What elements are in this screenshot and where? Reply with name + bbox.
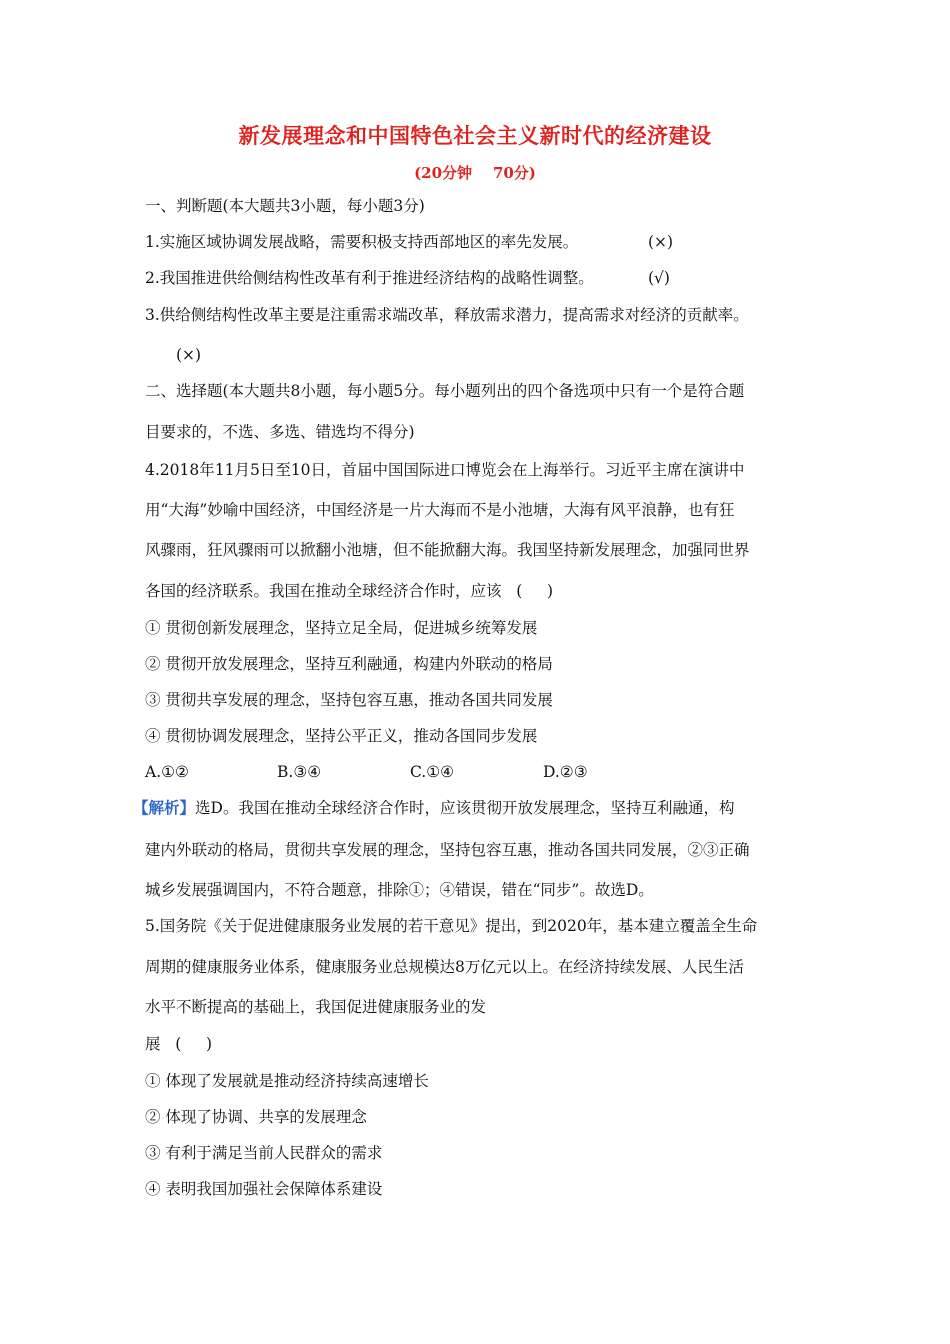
question-5-option-1: ① 体现了发展就是推动经济持续高速增长 (145, 1072, 429, 1090)
question-5-option-3: ③ 有利于满足当前人民群众的需求 (145, 1144, 383, 1162)
analysis-text: 选D。我国在推动全球经济合作时，应该贯彻开放发展理念，坚持互利融通，构 (195, 799, 735, 817)
section2-heading-line1: 二、选择题(本大题共8小题，每小题5分。每小题列出的四个备选项中只有一个是符合题 (145, 382, 745, 400)
question-4-line4: 各国的经济联系。我国在推动全球经济合作时，应该 ( ) (145, 582, 554, 600)
question-4-option-4: ④ 贯彻协调发展理念，坚持公平正义，推动各国同步发展 (145, 727, 538, 745)
question-4-choice-a: A.①② (145, 763, 189, 781)
question-3-text: 3.供给侧结构性改革主要是注重需求端改革，释放需求潜力，提高需求对经济的贡献率。 (145, 306, 749, 324)
question-4-choice-b: B.③④ (277, 763, 322, 781)
page-subtitle: (20分钟 70分) (414, 164, 536, 182)
question-1-answer: (×) (648, 233, 674, 251)
question-4-analysis-line2: 建内外联动的格局，贯彻共享发展的理念，坚持包容互惠，推动各国共同发展，②③正确 (145, 841, 750, 859)
question-4-line3: 风骤雨，狂风骤雨可以掀翻小池塘，但不能掀翻大海。我国坚持新发展理念，加强同世界 (145, 541, 750, 559)
section1-heading: 一、判断题(本大题共3小题，每小题3分) (145, 197, 425, 215)
question-4-option-1: ① 贯彻创新发展理念，坚持立足全局，促进城乡统筹发展 (145, 619, 538, 637)
question-5-line3: 水平不断提高的基础上，我国促进健康服务业的发 (145, 998, 487, 1016)
section2-heading-line2: 目要求的，不选、多选、错选均不得分) (145, 423, 415, 441)
question-5-line1: 5.国务院《关于促进健康服务业发展的若干意见》提出，到2020年，基本建立覆盖全生命 (145, 917, 758, 935)
question-2-text: 2.我国推进供给侧结构性改革有利于推进经济结构的战略性调整。 (145, 269, 594, 287)
question-4-line1: 4.2018年11月5日至10日，首届中国国际进口博览会在上海举行。习近平主席在演讲中 (145, 461, 745, 479)
question-4-option-2: ② 贯彻开放发展理念，坚持互利融通，构建内外联动的格局 (145, 655, 553, 673)
question-5-option-2: ② 体现了协调、共享的发展理念 (145, 1108, 367, 1126)
question-4-choice-c: C.①④ (410, 763, 455, 781)
question-2-answer: (√) (648, 269, 670, 287)
question-1-text: 1.实施区域协调发展战略，需要积极支持西部地区的率先发展。 (145, 233, 579, 251)
question-4-analysis-line3: 城乡发展强调国内，不符合题意，排除①；④错误，错在“同步”。故选D。 (145, 881, 654, 899)
question-5-line4: 展 ( ) (145, 1035, 213, 1053)
question-3-answer: (×) (176, 346, 202, 364)
analysis-tag: 【解析】 (133, 798, 196, 817)
question-4-choice-d: D.②③ (543, 763, 588, 781)
question-4-option-3: ③ 贯彻共享发展的理念，坚持包容互惠，推动各国共同发展 (145, 691, 553, 709)
page-title: 新发展理念和中国特色社会主义新时代的经济建设 (238, 123, 712, 148)
question-4-analysis-line1 (133, 798, 734, 818)
question-4-line2: 用“大海”妙喻中国经济，中国经济是一片大海而不是小池塘，大海有风平浪静，也有狂 (145, 501, 735, 519)
question-5-line2: 周期的健康服务业体系，健康服务业总规模达8万亿元以上。在经济持续发展、人民生活 (145, 958, 744, 976)
question-5-option-4: ④ 表明我国加强社会保障体系建设 (145, 1180, 383, 1198)
